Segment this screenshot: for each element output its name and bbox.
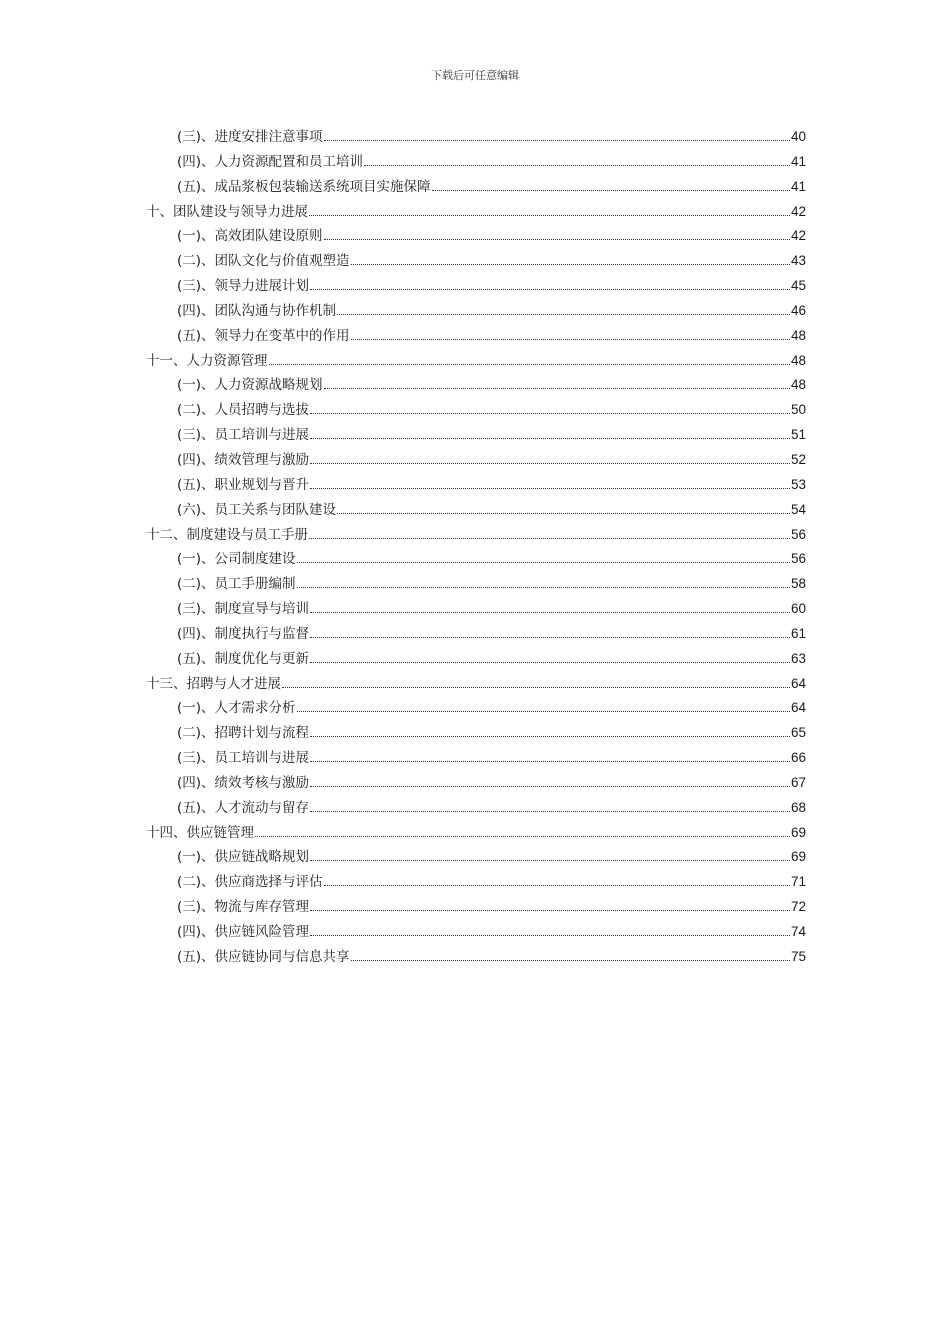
toc-page-number: 65 (790, 725, 806, 741)
toc-entry-title: (四)、供应链风险管理 (177, 924, 310, 940)
toc-section-entry[interactable] (146, 150, 806, 175)
toc-entry-title: (六)、员工关系与团队建设 (177, 501, 337, 518)
toc-dot-leader (351, 339, 790, 340)
toc-section-entry[interactable] (146, 125, 806, 150)
toc-section-entry[interactable] (146, 175, 806, 200)
toc-dot-leader (310, 413, 790, 414)
toc-entry-title: (三)、物流与库存管理 (177, 899, 310, 916)
toc-page-number: 53 (790, 476, 806, 492)
toc-entry-title: (五)、领导力在变革中的作用 (177, 327, 350, 344)
toc-page-number: 56 (790, 526, 806, 542)
toc-page-number: 63 (790, 650, 806, 666)
toc-section-entry[interactable] (146, 647, 806, 672)
toc-section-entry[interactable] (146, 597, 806, 622)
toc-entry-title: (四)、团队沟通与协作机制 (177, 302, 337, 319)
toc-page-number: 42 (790, 203, 806, 219)
toc-dot-leader (310, 637, 790, 638)
toc-dot-leader (297, 562, 790, 563)
toc-section-entry[interactable] (146, 448, 806, 473)
toc-chapter-entry[interactable] (146, 523, 806, 548)
toc-page-number: 69 (790, 824, 806, 840)
toc-dot-leader (310, 463, 790, 464)
toc-dot-leader (324, 239, 790, 240)
toc-entry-title: (五)、制度优化与更新 (177, 650, 310, 667)
toc-dot-leader (309, 538, 790, 539)
toc-section-entry[interactable] (146, 696, 806, 721)
toc-page-number: 69 (790, 849, 806, 865)
toc-entry-title: (三)、员工培训与进展 (177, 750, 310, 767)
toc-dot-leader (364, 165, 790, 166)
toc-dot-leader (269, 364, 790, 365)
toc-dot-leader (432, 190, 790, 191)
toc-dot-leader (310, 289, 790, 290)
toc-dot-leader (324, 140, 790, 141)
toc-entry-title: 十四、供应链管理 (146, 824, 254, 841)
toc-page-number: 48 (790, 327, 806, 343)
toc-entry-title: (三)、制度宣导与培训 (177, 601, 310, 618)
toc-entry-title: (二)、员工手册编制 (177, 576, 296, 593)
toc-page-number: 61 (790, 625, 806, 641)
toc-dot-leader (255, 836, 790, 837)
toc-dot-leader (351, 960, 790, 961)
toc-page-number: 56 (790, 551, 806, 567)
toc-dot-leader (337, 314, 790, 315)
toc-entry-title: 十、团队建设与领导力进展 (146, 203, 308, 220)
toc-page-number: 72 (790, 899, 806, 915)
toc-dot-leader (310, 935, 790, 936)
toc-entry-title: (四)、制度执行与监督 (177, 625, 310, 642)
toc-page-number: 64 (790, 700, 806, 716)
toc-page-number: 60 (790, 601, 806, 617)
toc-section-entry[interactable] (146, 796, 806, 821)
toc-entry-title: (三)、领导力进展计划 (177, 278, 310, 295)
toc-page-number: 66 (790, 750, 806, 766)
toc-page-number: 42 (790, 228, 806, 244)
toc-entry-title: 十二、制度建设与员工手册 (146, 526, 308, 543)
toc-dot-leader (324, 885, 790, 886)
toc-page-number: 40 (790, 129, 806, 144)
toc-section-entry[interactable] (146, 274, 806, 299)
toc-entry-title: (四)、绩效考核与激励 (177, 774, 310, 791)
toc-page-number: 71 (790, 874, 806, 890)
table-of-contents (146, 125, 806, 970)
toc-section-entry[interactable] (146, 224, 806, 249)
toc-entry-title: (一)、人才需求分析 (177, 700, 296, 717)
toc-section-entry[interactable] (146, 945, 806, 970)
toc-section-entry[interactable] (146, 870, 806, 895)
toc-page-number: 58 (790, 576, 806, 592)
toc-entry-title: (五)、职业规划与晋升 (177, 476, 310, 493)
toc-section-entry[interactable] (146, 498, 806, 523)
toc-dot-leader (310, 736, 790, 737)
toc-page-number: 50 (790, 402, 806, 418)
toc-section-entry[interactable] (146, 572, 806, 597)
toc-entry-title: (一)、高效团队建设原则 (177, 228, 323, 245)
toc-section-entry[interactable] (146, 920, 806, 945)
toc-chapter-entry[interactable] (146, 200, 806, 225)
toc-dot-leader (309, 215, 790, 216)
toc-page-number: 52 (790, 451, 806, 467)
toc-dot-leader (310, 438, 790, 439)
toc-section-entry[interactable] (146, 398, 806, 423)
toc-entry-title: (二)、招聘计划与流程 (177, 725, 310, 742)
toc-page-number: 54 (790, 501, 806, 517)
toc-entry-title: (二)、供应商选择与评估 (177, 874, 323, 891)
toc-entry-title: (四)、绩效管理与激励 (177, 451, 310, 468)
toc-page-number: 48 (790, 377, 806, 393)
toc-chapter-entry[interactable] (146, 821, 806, 846)
toc-section-entry[interactable] (146, 299, 806, 324)
toc-entry-title: (五)、人才流动与留存 (177, 799, 310, 816)
toc-page-number: 51 (790, 427, 806, 443)
toc-dot-leader (310, 488, 790, 489)
toc-entry-title: (一)、人力资源战略规划 (177, 377, 323, 394)
toc-dot-leader (310, 786, 790, 787)
toc-section-entry[interactable] (146, 895, 806, 920)
toc-entry-title: (三)、进度安排注意事项 (177, 129, 323, 145)
toc-entry-title: (二)、团队文化与价值观塑造 (177, 253, 350, 270)
toc-page-number: 41 (790, 178, 806, 194)
toc-section-entry[interactable] (146, 746, 806, 771)
toc-dot-leader (297, 711, 790, 712)
toc-section-entry[interactable] (146, 373, 806, 398)
toc-entry-title: 十三、招聘与人才进展 (146, 675, 281, 692)
toc-entry-title: (五)、供应链协同与信息共享 (177, 948, 350, 965)
toc-dot-leader (282, 687, 790, 688)
toc-dot-leader (310, 612, 790, 613)
toc-section-entry[interactable] (146, 547, 806, 572)
toc-dot-leader (337, 513, 790, 514)
toc-page-number: 68 (790, 799, 806, 815)
toc-section-entry[interactable] (146, 771, 806, 796)
toc-dot-leader (310, 910, 790, 911)
toc-page-number: 74 (790, 924, 806, 939)
toc-section-entry[interactable] (146, 721, 806, 746)
toc-page-number: 43 (790, 253, 806, 269)
toc-entry-title: (二)、人员招聘与选拔 (177, 402, 310, 419)
toc-section-entry[interactable] (146, 845, 806, 870)
toc-page-number: 46 (790, 302, 806, 318)
toc-entry-title: (四)、人力资源配置和员工培训 (177, 153, 364, 170)
toc-page-number: 67 (790, 774, 806, 790)
toc-dot-leader (324, 388, 790, 389)
toc-chapter-entry[interactable] (146, 672, 806, 697)
toc-chapter-entry[interactable] (146, 349, 806, 374)
toc-section-entry[interactable] (146, 622, 806, 647)
toc-dot-leader (297, 587, 790, 588)
toc-page-number: 41 (790, 153, 806, 169)
toc-section-entry[interactable] (146, 324, 806, 349)
toc-entry-title: (五)、成品浆板包装输送系统项目实施保障 (177, 178, 431, 195)
toc-entry-title: (一)、供应链战略规划 (177, 849, 310, 866)
toc-section-entry[interactable] (146, 423, 806, 448)
toc-dot-leader (310, 811, 790, 812)
toc-page-number: 45 (790, 278, 806, 294)
toc-page-number: 48 (790, 352, 806, 368)
toc-entry-title: (一)、公司制度建设 (177, 551, 296, 568)
toc-dot-leader (310, 662, 790, 663)
toc-entry-title: 十一、人力资源管理 (146, 352, 268, 369)
toc-entry-title: (三)、员工培训与进展 (177, 427, 310, 444)
toc-dot-leader (310, 860, 790, 861)
page-header: 下载后可任意编辑 (431, 69, 519, 82)
toc-dot-leader (351, 264, 790, 265)
toc-page-number: 75 (790, 948, 806, 964)
toc-page-number: 64 (790, 675, 806, 691)
toc-dot-leader (310, 761, 790, 762)
toc-section-entry[interactable] (146, 473, 806, 498)
toc-section-entry[interactable] (146, 249, 806, 274)
